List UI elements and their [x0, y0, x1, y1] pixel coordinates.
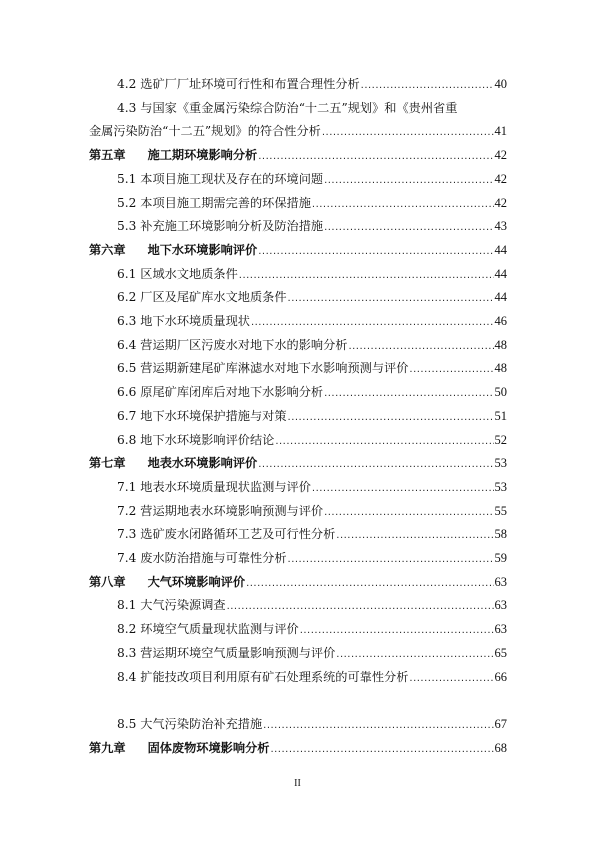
- dot-leader: [324, 173, 493, 189]
- toc-entry[interactable]: [117, 384, 507, 402]
- dot-leader: [227, 599, 494, 615]
- dot-leader: [312, 197, 494, 213]
- toc-entry-label: 6.3 地下水环境质量现状: [117, 314, 250, 328]
- toc-entry-page: 52: [494, 432, 507, 447]
- toc-entry[interactable]: [117, 621, 507, 639]
- toc-entry[interactable]: [117, 289, 507, 307]
- toc-entry-page: 41: [494, 124, 507, 139]
- dot-leader: [322, 125, 494, 141]
- toc-entry-label: 6.8 地下水环境影响评价结论: [117, 432, 275, 447]
- dot-leader: [258, 244, 493, 260]
- toc-entry-page: 43: [494, 219, 507, 234]
- toc-entry-page: 66: [494, 669, 507, 684]
- toc-entry[interactable]: [89, 123, 507, 141]
- dot-leader: [270, 742, 493, 758]
- toc-entry-label: 6.5 营运期新建尾矿库淋滤水对地下水影响预测与评价: [117, 361, 409, 376]
- toc-entry[interactable]: [117, 313, 507, 331]
- dot-leader: [409, 671, 493, 687]
- dot-leader: [336, 528, 493, 544]
- dot-leader: [324, 220, 493, 236]
- toc-entry[interactable]: [117, 218, 507, 236]
- toc-entry[interactable]: [117, 503, 507, 521]
- toc-entry-label: 8.2 环境空气质量现状监测与评价: [117, 622, 299, 637]
- dot-leader: [361, 78, 494, 94]
- toc-entry-page: 53: [494, 479, 507, 494]
- toc-entry-page: 58: [494, 527, 507, 542]
- toc-chapter[interactable]: [89, 147, 507, 165]
- toc-entry[interactable]: [117, 337, 507, 355]
- toc-entry-label: 6.4 营运期厂区污废水对地下水的影响分析: [117, 337, 348, 352]
- toc-entry-page: 63: [494, 598, 507, 613]
- toc-entry-label: 6.1 区域水文地质条件: [117, 266, 238, 281]
- toc-entry-label: 4.2 选矿厂厂址环境可行性和布置合理性分析: [117, 77, 360, 91]
- toc-entry-page: 44: [494, 266, 507, 281]
- chapter-title: 施工期环境影响分析: [147, 148, 258, 163]
- toc-entry-label: 6.2 厂区及尾矿库水文地质条件: [117, 290, 287, 305]
- dot-leader: [300, 623, 494, 639]
- chapter-title: 大气环境影响评价: [147, 574, 246, 589]
- toc-entry-label: 7.3 选矿废水闭路循环工艺及可行性分析: [117, 527, 336, 542]
- toc-entry-label: 5.3 补充施工环境影响分析及防治措施: [117, 219, 324, 234]
- toc-entry[interactable]: [117, 597, 507, 615]
- dot-leader: [324, 386, 493, 402]
- chapter-number: 第八章: [89, 574, 126, 589]
- toc-entry-page: 50: [494, 385, 507, 400]
- toc-entry[interactable]: [117, 360, 507, 378]
- toc-entry-page: 44: [494, 242, 507, 257]
- toc-chapter[interactable]: [89, 574, 507, 592]
- toc-entry-page: 46: [494, 314, 507, 328]
- toc-entry[interactable]: [117, 171, 507, 189]
- toc-chapter[interactable]: [89, 740, 507, 758]
- toc-chapter[interactable]: [89, 242, 507, 260]
- toc-entry-label[interactable]: 4.3 与国家《重金属污染综合防治“十二五”规划》和《贵州省重: [117, 100, 458, 115]
- toc-entry[interactable]: [117, 669, 507, 687]
- toc-entry-page: 42: [494, 195, 507, 210]
- chapter-number: 第九章: [89, 740, 126, 755]
- toc-entry-label: 6.6 原尾矿库闭库后对地下水影响分析: [117, 385, 324, 400]
- toc-entry-page: 63: [494, 622, 507, 637]
- toc-entry-page: 51: [494, 408, 507, 423]
- dot-leader: [251, 315, 494, 331]
- toc-chapter[interactable]: [89, 455, 507, 473]
- dot-leader: [239, 268, 494, 284]
- toc-entry-page: 68: [494, 740, 507, 755]
- chapter-title: 地下水环境影响评价: [147, 242, 258, 257]
- dot-leader: [246, 576, 493, 592]
- chapter-number: 第七章: [89, 456, 126, 471]
- toc-entry-page: 48: [494, 337, 507, 352]
- toc-entry-label: 7.1 地表水环境质量现状监测与评价: [117, 479, 311, 494]
- toc-entry-label: 7.2 营运期地表水环境影响预测与评价: [117, 503, 324, 518]
- toc-entry-page: 40: [494, 77, 507, 91]
- toc-entry-label: 8.3 营运期环境空气质量影响预测与评价: [117, 645, 336, 660]
- dot-leader: [288, 552, 494, 568]
- toc-entry[interactable]: [117, 479, 507, 497]
- toc-entry-label: 7.4 废水防治措施与可靠性分析: [117, 551, 287, 565]
- dot-leader: [258, 457, 493, 473]
- dot-leader: [275, 434, 493, 450]
- toc-entry-page: 48: [494, 361, 507, 376]
- dot-leader: [312, 481, 494, 497]
- chapter-number: 第五章: [89, 148, 126, 163]
- toc-entry-page: 59: [494, 551, 507, 565]
- toc-entry-label: 8.5 大气污染防治补充措施: [117, 716, 263, 731]
- toc-entry[interactable]: [117, 716, 507, 734]
- toc-entry-page: 44: [494, 290, 507, 305]
- toc-entry-label: 8.4 扩能技改项目利用原有矿石处理系统的可靠性分析: [117, 669, 409, 684]
- chapter-number: 第六章: [89, 242, 126, 257]
- toc-entry-label: 5.2 本项目施工期需完善的环保措施: [117, 195, 311, 210]
- dot-leader: [288, 291, 494, 307]
- toc-entry-page: 67: [494, 716, 507, 731]
- toc-entry-page: 42: [494, 171, 507, 186]
- page-number: II: [294, 778, 301, 789]
- toc-entry-label: 6.7 地下水环境保护措施与对策: [117, 408, 287, 423]
- dot-leader: [263, 718, 493, 734]
- dot-leader: [258, 149, 493, 165]
- toc-entry-page: 53: [494, 456, 507, 471]
- chapter-title: 地表水环境影响评价: [147, 456, 258, 471]
- dot-leader: [324, 505, 493, 521]
- toc-entry[interactable]: [117, 76, 507, 94]
- toc-entry-page: 55: [494, 503, 507, 518]
- toc-entry[interactable]: [117, 195, 507, 213]
- toc-entry-label-continued: 金属污染防治“十二五”规划》的符合性分析: [89, 124, 321, 139]
- toc-entry[interactable]: [117, 550, 507, 568]
- toc-entry-label: 5.1 本项目施工现状及存在的环境问题: [117, 171, 324, 186]
- toc-entry[interactable]: [117, 266, 507, 284]
- toc-entry-page: 42: [494, 148, 507, 163]
- chapter-title: 固体废物环境影响分析: [147, 740, 270, 755]
- dot-leader: [348, 339, 493, 355]
- toc-entry[interactable]: [117, 408, 507, 426]
- dot-leader: [409, 362, 493, 378]
- toc-entry[interactable]: [117, 432, 507, 450]
- toc-entry[interactable]: [117, 526, 507, 544]
- dot-leader: [288, 410, 494, 426]
- toc-entry[interactable]: [117, 645, 507, 663]
- toc-entry-label: 8.1 大气污染源调查: [117, 598, 226, 613]
- toc-entry-page: 65: [494, 645, 507, 660]
- toc-entry-page: 63: [494, 574, 507, 589]
- dot-leader: [336, 647, 493, 663]
